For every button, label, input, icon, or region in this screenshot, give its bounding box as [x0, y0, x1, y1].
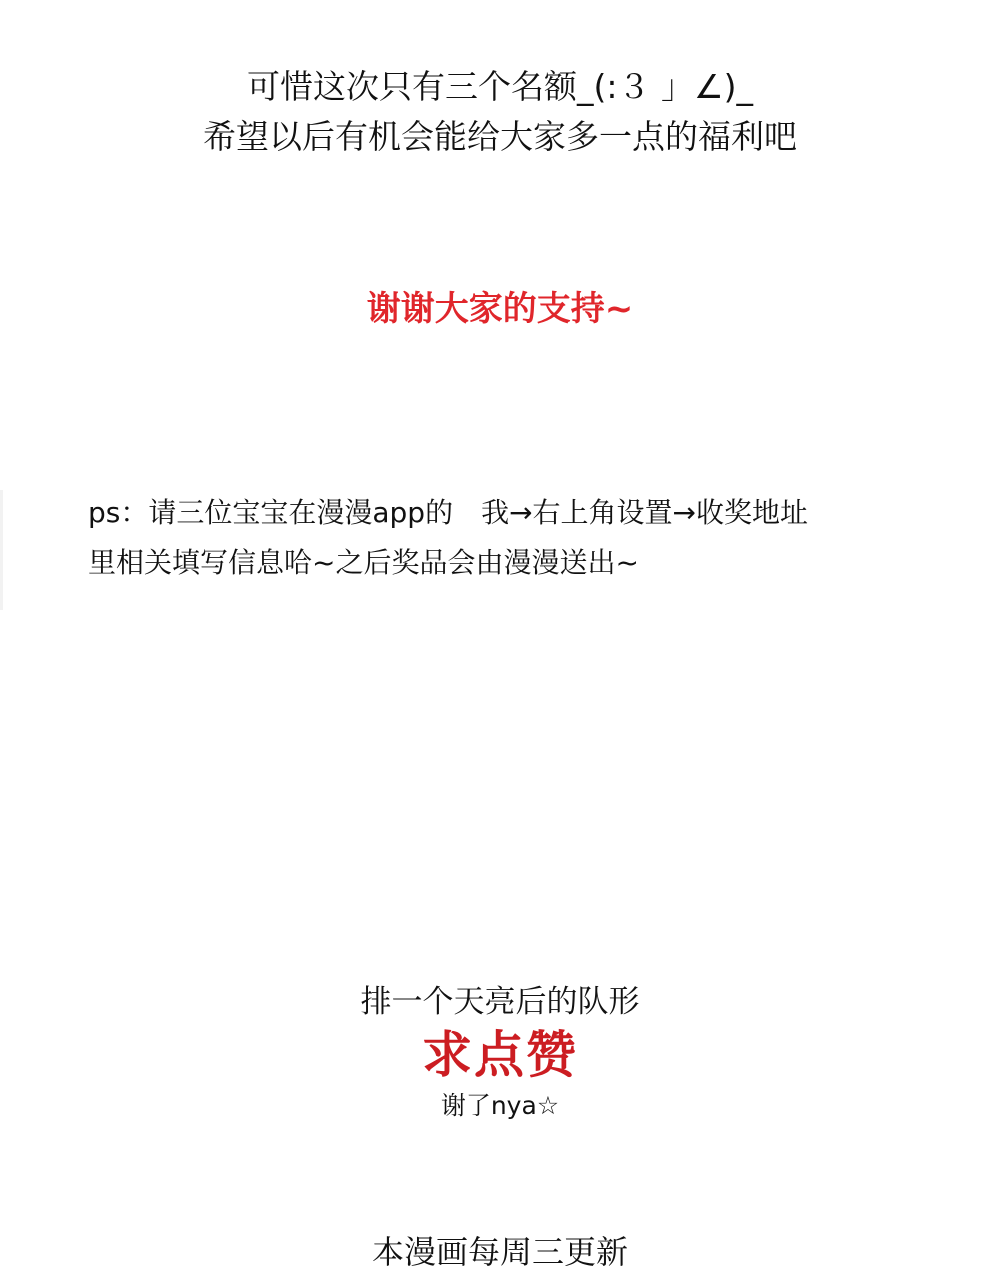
footer-partial-text: 本漫画每周三更新	[371, 1233, 628, 1271]
ps-line-2: 里相关填写信息哈~之后奖品会由漫漫送出~	[88, 546, 639, 579]
header-line-2: 希望以后有机会能给大家多一点的福利吧	[203, 117, 797, 156]
header-line-1: 可惜这次只有三个名额_(:３ 」∠)_	[247, 67, 753, 106]
request-line-3: 谢了nya☆	[440, 1091, 560, 1120]
left-edge-mark	[0, 490, 3, 610]
thanks-message: 谢谢大家的支持~	[366, 289, 634, 329]
request-line-1: 排一个天亮后的队形	[360, 984, 640, 1020]
ps-line-1: ps：请三位宝宝在漫漫app的 我→右上角设置→收奖地址	[88, 496, 808, 529]
request-highlight: 求点赞	[422, 1026, 578, 1084]
